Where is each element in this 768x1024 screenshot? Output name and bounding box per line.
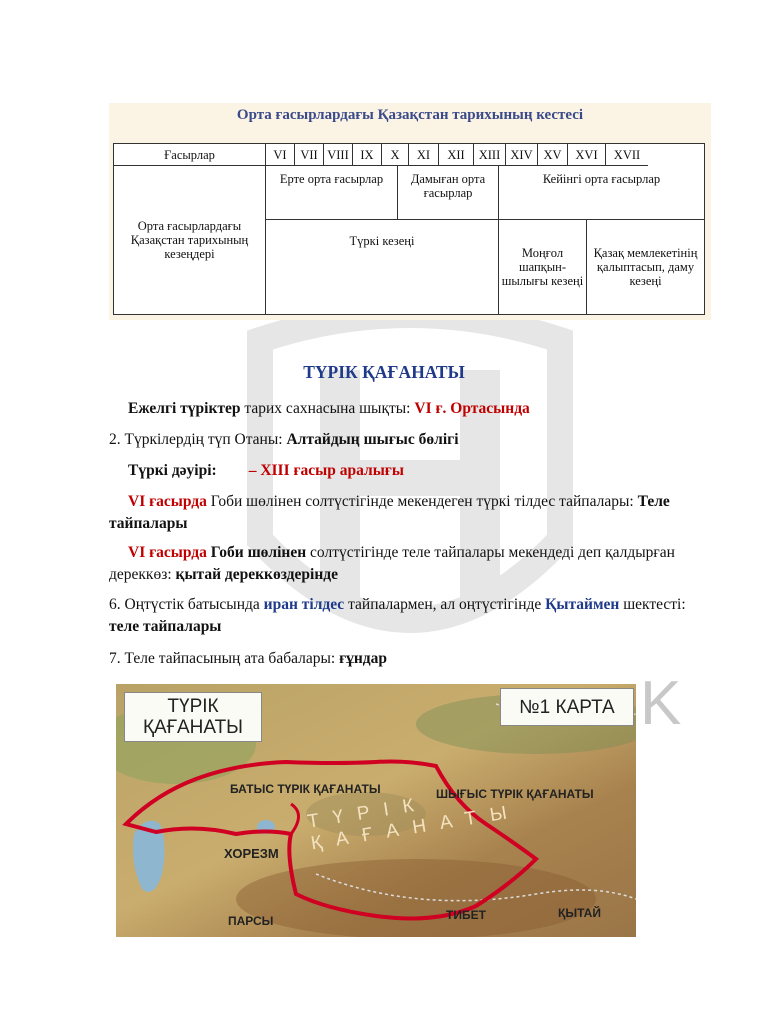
paragraph-1 (128, 398, 733, 420)
label-horezm: ХОРЕЗМ (224, 846, 279, 861)
text: шектесті: (619, 596, 686, 613)
label-big-khaganate: ТҮРІК ҚАҒАНАТЫ (306, 793, 523, 855)
text: 7. Теле тайпасының ата бабалары: (109, 650, 340, 667)
label-tibet: ТИБЕТ (446, 908, 486, 922)
paragraph-5 (109, 542, 714, 586)
early-middle-ages: Ерте орта ғасырлар (266, 166, 398, 220)
watermark-letter: K (640, 669, 682, 738)
label-pars: ПАРСЫ (228, 914, 274, 928)
turkic-khaganate-map (116, 684, 636, 937)
text-highlight: иран тілдес (263, 596, 345, 613)
paragraph-2 (109, 429, 714, 451)
period-row-label: Орта ғасырлардағы Қазақстан тарихының кезеңдері (114, 166, 266, 314)
century-cell: VIII (324, 144, 353, 166)
text-answer: қытай дереккөздерінде (175, 566, 338, 583)
text-bold: Гоби шөлінен (210, 544, 307, 561)
century-cell: XIII (474, 144, 506, 166)
century-cell: XII (439, 144, 474, 166)
map-number-box: №1 КАРТА (500, 688, 634, 726)
text-ancient-turks: Ежелгі түріктер (128, 400, 241, 417)
text-answer: Алтайдың шығыс бөлігі (286, 431, 459, 448)
paragraph-3 (128, 460, 733, 482)
text: солтүстігінде теле тайпалары мекендеді деп қалдырған дереккөз: (109, 544, 675, 583)
mongol-period: Моңғол шапқын-шылығы кезеңі (499, 220, 587, 314)
century-cell: IX (353, 144, 382, 166)
century-cell: XVI (568, 144, 606, 166)
section-title: ТҮРІК ҚАҒАНАТЫ (303, 362, 465, 382)
header-label: Ғасырлар (114, 144, 266, 166)
text-label: Түркі дәуірі: (128, 462, 217, 479)
text-date: VI ғ. Ортасында (414, 400, 530, 417)
text-highlight: Қытаймен (545, 596, 620, 613)
text-date: – XIII ғасыр аралығы (248, 462, 404, 479)
century-cell: VII (295, 144, 324, 166)
text-answer: Теле тайпалары (109, 493, 670, 532)
history-timeline-table (109, 103, 711, 320)
text: тарих сахнасына шықты: (240, 400, 415, 417)
text-answer: ғұндар (339, 650, 387, 667)
text-date: VI ғасырда (128, 544, 207, 561)
developed-middle-ages: Дамыған орта ғасырлар (398, 166, 499, 220)
late-middle-ages: Кейінгі орта ғасырлар (499, 166, 704, 220)
century-cell: XV (538, 144, 568, 166)
century-cell: XVII (606, 144, 648, 166)
table-title: Орта ғасырлардағы Қазақстан тарихының кестесі (236, 107, 584, 123)
table-grid (113, 143, 705, 315)
text: Гоби шөлінен солтүстігінде мекендеген түркі тілдес тайпалары: (206, 493, 638, 510)
label-east-khaganate: ШЫҒЫС ТҮРІК ҚАҒАНАТЫ (436, 787, 594, 801)
paragraph-7 (109, 648, 714, 670)
text-date: VI ғасырда (128, 493, 207, 510)
text-answer: теле тайпалары (109, 618, 222, 635)
text: тайпалармен, ал оңтүстігінде (344, 596, 546, 613)
paragraph-4 (109, 491, 714, 535)
century-cell: XI (409, 144, 439, 166)
paragraph-6 (109, 594, 714, 638)
turkic-period: Түркі кезеңі (266, 220, 499, 314)
century-cell: XIV (506, 144, 538, 166)
text: 6. Оңтүстік батысында (109, 596, 264, 613)
label-west-khaganate: БАТЫС ТҮРІК ҚАҒАНАТЫ (230, 782, 381, 796)
text: 2. Түркілердің түп Отаны: (109, 431, 287, 448)
century-cell: X (382, 144, 409, 166)
map-title-box: ТҮРІК ҚАҒАНАТЫ (124, 692, 262, 742)
century-cell: VI (266, 144, 295, 166)
label-china: ҚЫТАЙ (558, 906, 601, 920)
kazakh-state-period: Қазақ мемлекетінің қалыптасып, даму кезеңі (593, 246, 698, 288)
